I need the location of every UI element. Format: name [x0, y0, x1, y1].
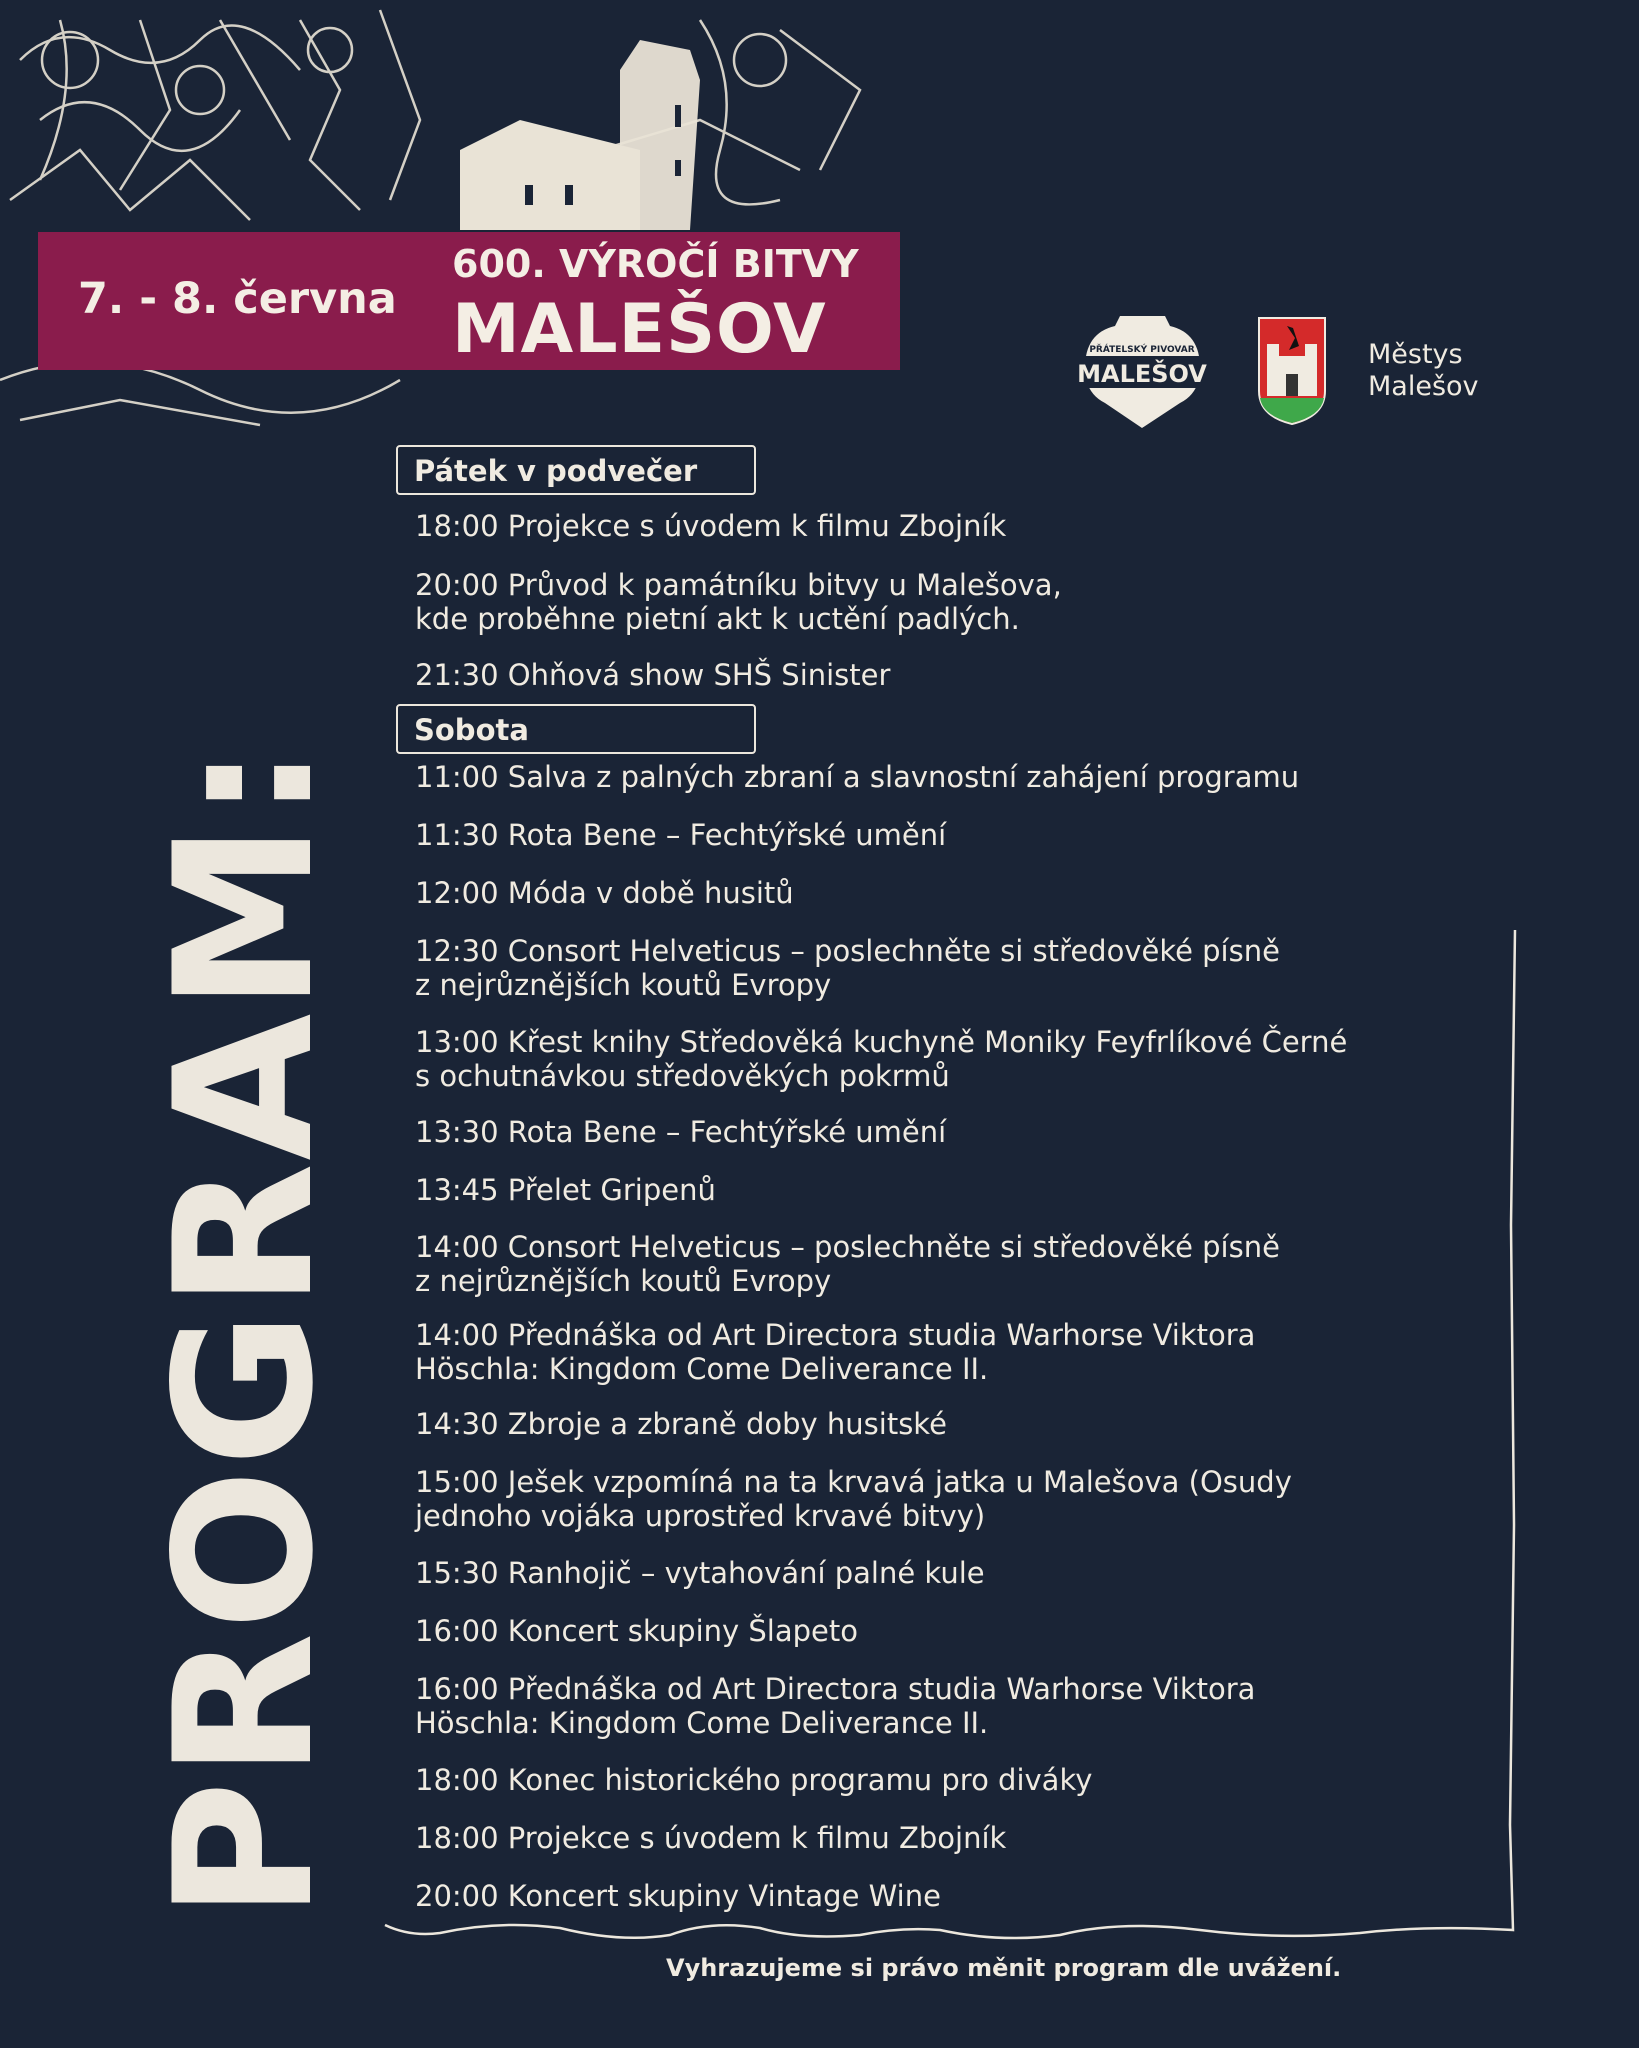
list-item: 18:00 Projekce s úvodem k filmu Zbojník [415, 509, 1007, 543]
list-item: 18:00 Konec historického programu pro diváky [415, 1763, 1093, 1797]
list-item: 11:00 Salva z palných zbraní a slavnostní zahájení programu [415, 760, 1300, 794]
list-item: 20:00 Průvod k památníku bitvy u Malešova, kde proběhne pietní akt k uctění padlých. [415, 568, 1062, 636]
friday-heading: Pátek v podvečer [396, 445, 756, 495]
anniversary-subtitle: 600. VÝROČÍ BITVY [452, 242, 859, 286]
program-frame-border [380, 925, 1520, 1945]
list-item: 13:45 Přelet Gripenů [415, 1173, 716, 1207]
disclaimer: Vyhrazujeme si právo měnit program dle uvážení. [666, 1954, 1342, 1982]
event-date: 7. - 8. června [78, 274, 397, 324]
brewery-line2: MALEŠOV [1077, 360, 1207, 388]
list-item: 16:00 Přednáška od Art Directora studia Warhorse Viktora Höschla: Kingdom Come Deliverance II. [415, 1672, 1256, 1740]
town-line2: Malešov [1368, 371, 1479, 402]
program-vertical-title: PROGRAM: [134, 742, 355, 1920]
list-item: 16:00 Koncert skupiny Šlapeto [415, 1614, 859, 1648]
list-item: 14:00 Consort Helveticus – poslechněte si středověké písně z nejrůznějších koutů Evropy [415, 1230, 1280, 1298]
list-item: 18:00 Projekce s úvodem k filmu Zbojník [415, 1821, 1007, 1855]
saturday-heading: Sobota [396, 704, 756, 754]
brewery-logo [1075, 308, 1210, 433]
event-title: MALEŠOV [452, 290, 827, 369]
list-item: 11:30 Rota Bene – Fechtýřské umění [415, 818, 947, 852]
town-name [1368, 339, 1479, 403]
list-item: 13:30 Rota Bene – Fechtýřské umění [415, 1115, 947, 1149]
list-item: 13:00 Křest knihy Středověká kuchyně Moniky Feyfrlíkové Černé s ochutnávkou středověkých pokrmů [415, 1025, 1348, 1093]
brewery-line1: PŘÁTELSKÝ PIVOVAR [1089, 345, 1195, 355]
list-item: 14:00 Přednáška od Art Directora studia Warhorse Viktora Höschla: Kingdom Come Deliverance II. [415, 1318, 1256, 1386]
list-item: 14:30 Zbroje a zbraně doby husitské [415, 1407, 947, 1441]
list-item: 20:00 Koncert skupiny Vintage Wine [415, 1879, 941, 1913]
list-item: 21:30 Ohňová show SHŠ Sinister [415, 658, 891, 692]
list-item: 12:30 Consort Helveticus – poslechněte si středověké písně z nejrůznějších koutů Evropy [415, 934, 1280, 1002]
list-item: 15:00 Ješek vzpomíná na ta krvavá jatka u Malešova (Osudy jednoho vojáka uprostřed krvavé bitvy) [415, 1465, 1292, 1533]
town-line1: Městys [1368, 339, 1463, 370]
list-item: 15:30 Ranhojič – vytahování palné kule [415, 1556, 985, 1590]
town-crest-icon [1257, 316, 1327, 426]
list-item: 12:00 Móda v době husitů [415, 876, 794, 910]
